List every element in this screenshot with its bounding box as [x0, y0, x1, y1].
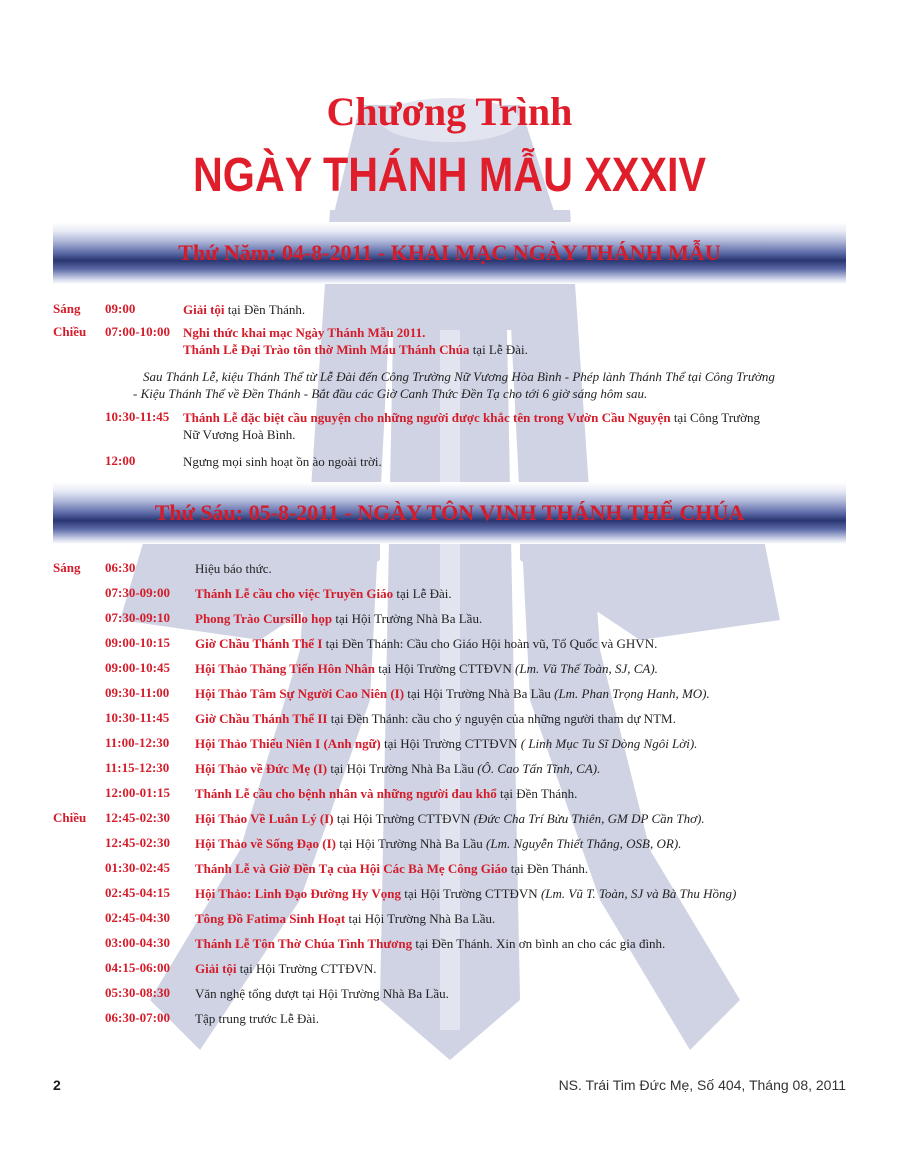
- event-desc: Phong Trào Cursillo họp tại Hội Trường Nhà Ba Lầu.: [195, 611, 483, 626]
- event-desc: Tông Đồ Fatima Sinh Hoạt tại Hội Trường Nhà Ba Lầu.: [195, 911, 496, 926]
- time-label: 12:00: [105, 453, 136, 468]
- period-label: Chiều: [53, 324, 87, 339]
- event-desc: Hội Thảo Thiếu Niên I (Anh ngữ) tại Hội Trường CTTĐVN ( Linh Mục Tu Sĩ Dòng Ngôi Lời).: [195, 736, 698, 751]
- time-label: 11:15-12:30: [105, 760, 170, 775]
- event-desc: Hội Thảo về Đức Mẹ (I) tại Hội Trường Nhà Ba Lầu (Ô. Cao Tấn Tĩnh, CA).: [195, 761, 601, 776]
- event-desc: Giải tội tại Hội Trường CTTĐVN.: [195, 961, 377, 976]
- time-label: 11:00-12:30: [105, 735, 170, 750]
- event-desc: Hội Thảo Tâm Sự Người Cao Niên (I) tại Hội Trường Nhà Ba Lầu (Lm. Phan Trọng Hanh, MO).: [195, 686, 710, 701]
- time-label: 06:30: [105, 560, 136, 575]
- time-label: 09:00-10:15: [105, 635, 170, 650]
- time-label: 06:30-07:00: [105, 1010, 170, 1025]
- time-label: 12:45-02:30: [105, 835, 170, 850]
- time-label: 12:00-01:15: [105, 785, 170, 800]
- time-label: 02:45-04:30: [105, 910, 170, 925]
- day2-heading: Thứ Sáu: 05-8-2011 - NGÀY TÔN VINH THÁNH THỂ CHÚA: [154, 500, 745, 525]
- event-title: NGÀY THÁNH MẪU XXXIV: [192, 149, 706, 202]
- event-desc: Giờ Chầu Thánh Thể II tại Đền Thánh: cầu cho ý nguyện của những người tham dự NTM.: [195, 711, 676, 726]
- event-desc: Thánh Lễ Tôn Thờ Chúa Tình Thương tại Đền Thánh. Xin ơn bình an cho các gia đình.: [195, 936, 666, 951]
- event-desc: Giải tội tại Đền Thánh.: [183, 302, 306, 317]
- event-desc: Tập trung trước Lễ Đài.: [195, 1011, 320, 1026]
- time-label: 04:15-06:00: [105, 960, 170, 975]
- day2-banner: [53, 482, 846, 544]
- day1-heading: Thứ Năm: 04-8-2011 - KHAI MẠC NGÀY THÁNH MẪU: [178, 240, 721, 265]
- event-desc: Thánh Lễ đặc biệt cầu nguyện cho những người được khắc tên trong Vườn Cầu Nguyện tại Công Trường Nữ Vương Hoà Bình.: [183, 410, 760, 442]
- time-label: 01:30-02:45: [105, 860, 170, 875]
- event-desc: Hội Thảo Thăng Tiến Hôn Nhân tại Hội Trường CTTĐVN (Lm. Vũ Thế Toàn, SJ, CA).: [195, 661, 658, 676]
- time-label: 10:30-11:45: [105, 409, 170, 424]
- time-label: 05:30-08:30: [105, 985, 170, 1000]
- event-desc: Hội Thảo Về Luân Lý (I) tại Hội Trường CTTĐVN (Đức Cha Trí Bửu Thiên, GM DP Cần Thơ).: [195, 811, 705, 826]
- time-label: 03:00-04:30: [105, 935, 170, 950]
- page-number: 2: [53, 1077, 61, 1093]
- time-label: 07:30-09:10: [105, 610, 170, 625]
- publication-info: NS. Trái Tim Đức Mẹ, Số 404, Tháng 08, 2011: [558, 1077, 846, 1093]
- event-desc: Hiệu báo thức.: [195, 561, 272, 576]
- time-label: 09:30-11:00: [105, 685, 170, 700]
- event-desc: Giờ Chầu Thánh Thể I tại Đền Thánh: Cầu cho Giáo Hội hoàn vũ, Tổ Quốc và GHVN.: [195, 636, 658, 651]
- event-desc: Thánh Lễ cầu cho việc Truyền Giáo tại Lễ Đài.: [195, 586, 452, 601]
- time-label: 07:30-09:00: [105, 585, 170, 600]
- event-desc: Hội Thảo về Sống Đạo (I) tại Hội Trường Nhà Ba Lầu (Lm. Nguyễn Thiết Thắng, OSB, OR).: [195, 836, 682, 851]
- event-desc: Thánh Lễ cầu cho bệnh nhân và những người đau khổ tại Đền Thánh.: [195, 786, 578, 801]
- period-label: Sáng: [53, 560, 81, 575]
- period-label: Sáng: [53, 301, 81, 316]
- event-desc: Hội Thảo: Linh Đạo Đường Hy Vọng tại Hội Trường CTTĐVN (Lm. Vũ T. Toàn, SJ và Bà Thu Hồng): [195, 886, 737, 901]
- time-label: 09:00-10:45: [105, 660, 170, 675]
- event-desc: Nghi thức khai mạc Ngày Thánh Mẫu 2011. Thánh Lễ Đại Trào tôn thờ Mình Máu Thánh Chúa tại Lễ Đài.: [183, 325, 528, 357]
- event-desc: Ngưng mọi sinh hoạt ồn ào ngoài trời.: [183, 454, 382, 469]
- event-desc: Văn nghệ tổng dượt tại Hội Trường Nhà Ba Lầu.: [195, 986, 449, 1001]
- time-label: 09:00: [105, 301, 136, 316]
- time-label: 12:45-02:30: [105, 810, 170, 825]
- event-desc: Thánh Lễ và Giờ Đền Tạ của Hội Các Bà Mẹ Công Giáo tại Đền Thánh.: [195, 861, 589, 876]
- time-label: 07:00-10:00: [105, 324, 170, 339]
- period-label: Chiều: [53, 810, 87, 825]
- page-title: Chương Trình: [326, 89, 573, 134]
- time-label: 02:45-04:15: [105, 885, 170, 900]
- time-label: 10:30-11:45: [105, 710, 170, 725]
- day1-banner: [53, 222, 846, 284]
